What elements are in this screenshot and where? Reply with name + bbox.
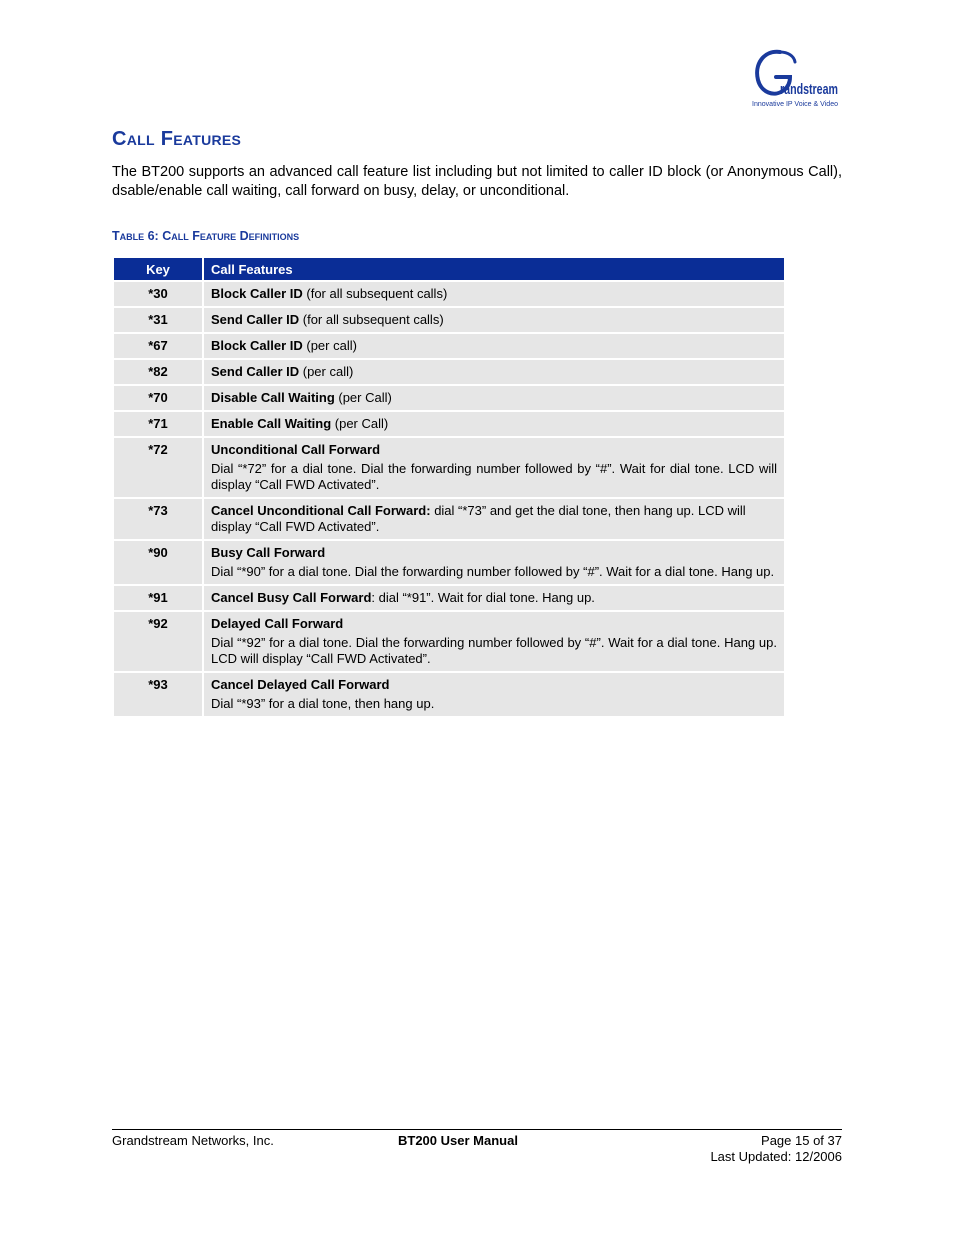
feature-description-cell [204,386,784,410]
call-features-table [112,256,786,718]
feature-description-cell [204,334,784,358]
feature-description-cell [204,586,784,610]
feature-name: Cancel Delayed Call Forward [211,677,390,692]
table-row [114,612,784,671]
footer-page-info [710,1133,842,1165]
feature-name: Enable Call Waiting [211,416,332,431]
feature-description-cell [204,308,784,332]
feature-name: Send Caller ID [211,312,300,327]
table-row [114,673,784,716]
svg-text:Innovative IP Voice & Video: Innovative IP Voice & Video [752,101,839,108]
feature-description-cell [204,673,784,716]
table-caption: Table 6: Call Feature Definitions [112,229,300,243]
intro-paragraph: The BT200 supports an advanced call feature list including but not limited to caller ID block (or Anonymous Call), dsable/enable call waiting, call forward on busy, delay, or unconditional. [112,164,842,199]
table-row [114,282,784,306]
feature-description-cell [204,412,784,436]
feature-name: Busy Call Forward [211,545,326,560]
feature-key-code: *90 [114,541,202,584]
feature-inline-note: (per call) [299,364,354,379]
feature-key-code: *92 [114,612,202,671]
footer-company: Grandstream Networks, Inc. [112,1133,274,1148]
feature-name: Send Caller ID [211,364,300,379]
feature-key-code: *67 [114,334,202,358]
feature-name: Block Caller ID [211,338,303,353]
table-row [114,541,784,584]
feature-key-code: *71 [114,412,202,436]
feature-description-cell [204,282,784,306]
feature-key-code: *30 [114,282,202,306]
table-row [114,438,784,497]
feature-instructions: Dial “*72” for a dial tone. Dial the forwarding number followed by “#”. Wait for dial tone. LCD will display “Call FWD Activated”. [211,461,777,492]
feature-key-code: *93 [114,673,202,716]
feature-key-code: *91 [114,586,202,610]
feature-inline-note: dial “*73” and get the dial tone, then hang up. LCD will display “Call FWD Activated”. [211,503,746,534]
feature-instructions: Dial “*93” for a dial tone, then hang up. [211,696,435,711]
feature-name: Block Caller ID [211,286,303,301]
feature-key-code: *73 [114,499,202,539]
footer-divider [112,1129,842,1130]
table-row [114,586,784,610]
footer-page-number: Page 15 of 37 [761,1133,842,1148]
feature-inline-note: (for all subsequent calls) [299,312,444,327]
footer-last-updated: Last Updated: 12/2006 [710,1149,842,1164]
feature-inline-note: (per Call) [331,416,389,431]
feature-name: Disable Call Waiting [211,390,335,405]
feature-key-code: *31 [114,308,202,332]
feature-description-cell [204,499,784,539]
feature-inline-note: : dial “*91”. Wait for dial tone. Hang up. [371,590,595,605]
footer-manual-title: BT200 User Manual [398,1133,518,1148]
table-row [114,386,784,410]
table-header-row [114,258,784,280]
feature-description-cell [204,438,784,497]
feature-instructions: Dial “*92” for a dial tone. Dial the forwarding number followed by “#”. Wait for a dial tone. Hang up. LCD will display “Call FWD Activated”. [211,635,777,666]
feature-instructions: Dial “*90” for a dial tone. Dial the forwarding number followed by “#”. Wait for a dial tone. Hang up. [211,564,775,579]
table-row [114,412,784,436]
feature-name: Unconditional Call Forward [211,442,381,457]
section-title: Call Features [112,128,242,150]
feature-key-code: *70 [114,386,202,410]
feature-description-cell [204,360,784,384]
feature-inline-note: (for all subsequent calls) [302,286,448,301]
feature-name: Cancel Unconditional Call Forward: [211,503,431,518]
column-header-key: Key [114,258,202,280]
grandstream-logo [750,44,842,110]
table-row [114,308,784,332]
feature-key-code: *82 [114,360,202,384]
feature-name: Cancel Busy Call Forward [211,590,372,605]
feature-inline-note: (per Call) [334,390,392,405]
column-header-call-features: Call Features [204,258,784,280]
table-row [114,360,784,384]
feature-description-cell [204,541,784,584]
feature-description-cell [204,612,784,671]
feature-key-code: *72 [114,438,202,497]
feature-inline-note: (per call) [302,338,357,353]
table-row [114,334,784,358]
svg-text:randstream: randstream [780,81,838,98]
table-row [114,499,784,539]
feature-name: Delayed Call Forward [211,616,344,631]
